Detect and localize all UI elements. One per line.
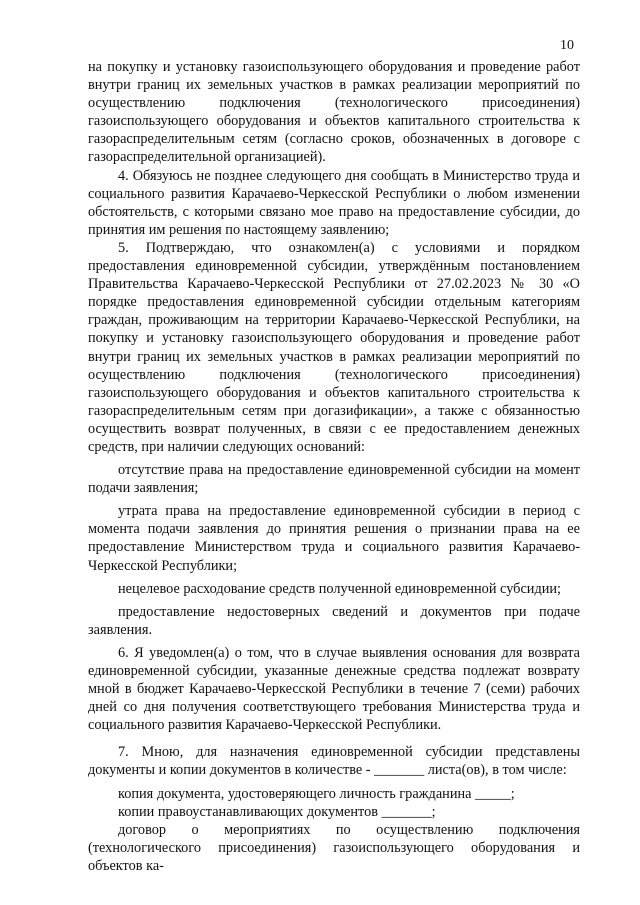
ground-no-right: отсутствие права на предоставление единовременной субсидии на момент подачи заявления; [88,462,580,497]
paragraph-continuation: на покупку и установку газоиспользующего оборудования и проведение работ внутри границ их земельных участков в рамках реализации мероприятий по осуществлению подключения (технологического присоединения) газоиспользующего оборудования и объектов капитального строительства к газораспределительным сетям (согласно сроков, обозначенных в договоре с газораспределительной организацией). [88,59,580,166]
paragraph-item-7: 7. Мною, для назначения единовременной субсидии представлены документы и копии документов в количестве - _______ листа(ов), в том числе: [88,744,580,779]
ground-loss-of-right: утрата права на предоставление единовременной субсидии в период с момента подачи заявления до принятия решения о признании права на ее предоставление Министерством труда и социального развития Карачаево-Черкесской Республики; [88,503,580,574]
paragraph-item-4: 4. Обязуюсь не позднее следующего дня сообщать в Министерство труда и социального развития Карачаево-Черкесской Республики о любом изменении обстоятельств, с которыми связано мое право на предоставление субсидии, до принятия им решения по настоящему заявлению; [88,167,580,238]
document-body [88,58,580,875]
document-list-item-id: копия документа, удостоверяющего личность гражданина _____; [118,785,515,802]
document-list-item-contract: договор о мероприятиях по осуществлению подключения (технологического присоединения) газоиспользующего оборудования и объектов ка- [88,821,580,874]
ground-misuse: нецелевое расходование средств полученной единовременной субсидии; [118,580,561,597]
page-number: 10 [560,38,574,53]
paragraph-item-6: 6. Я уведомлен(а) о том, что в случае выявления основания для возврата единовременной субсидии, указанные денежные средства подлежат возврату мной в бюджет Карачаево-Черкесской Республики в течение 7 (семи) рабочих дней со дня получения соответствующего требования Министерства труда и социального развития Карачаево-Черкесской Республики. [88,644,580,734]
ground-false-info: предоставление недостоверных сведений и документов при подаче заявления. [88,603,580,638]
document-list-item-ownership: копии правоустанавливающих документов _______; [118,803,436,820]
paragraph-item-5: 5. Подтверждаю, что ознакомлен(а) с условиями и порядком предоставления единовременной субсидии, утверждённым постановлением Правительства Карачаево-Черкесской Республики от 27.02.2023 № 30 «О порядке предоставления единовременной субсидии отдельным категориям граждан, проживающим на территории Карачаево-Черкесской Республики, на покупку и установку газоиспользующего оборудования и проведение работ внутри границ их земельных участков в рамках реализации мероприятий по осуществлению подключения (технологического присоединения) газоиспользующего оборудования и объектов капитального строительства к газораспределительным сетям при догазификации», а также с обязанностью осуществить возврат полученных, в связи с ее предоставлением денежных средств, при наличии следующих оснований: [88,239,580,455]
